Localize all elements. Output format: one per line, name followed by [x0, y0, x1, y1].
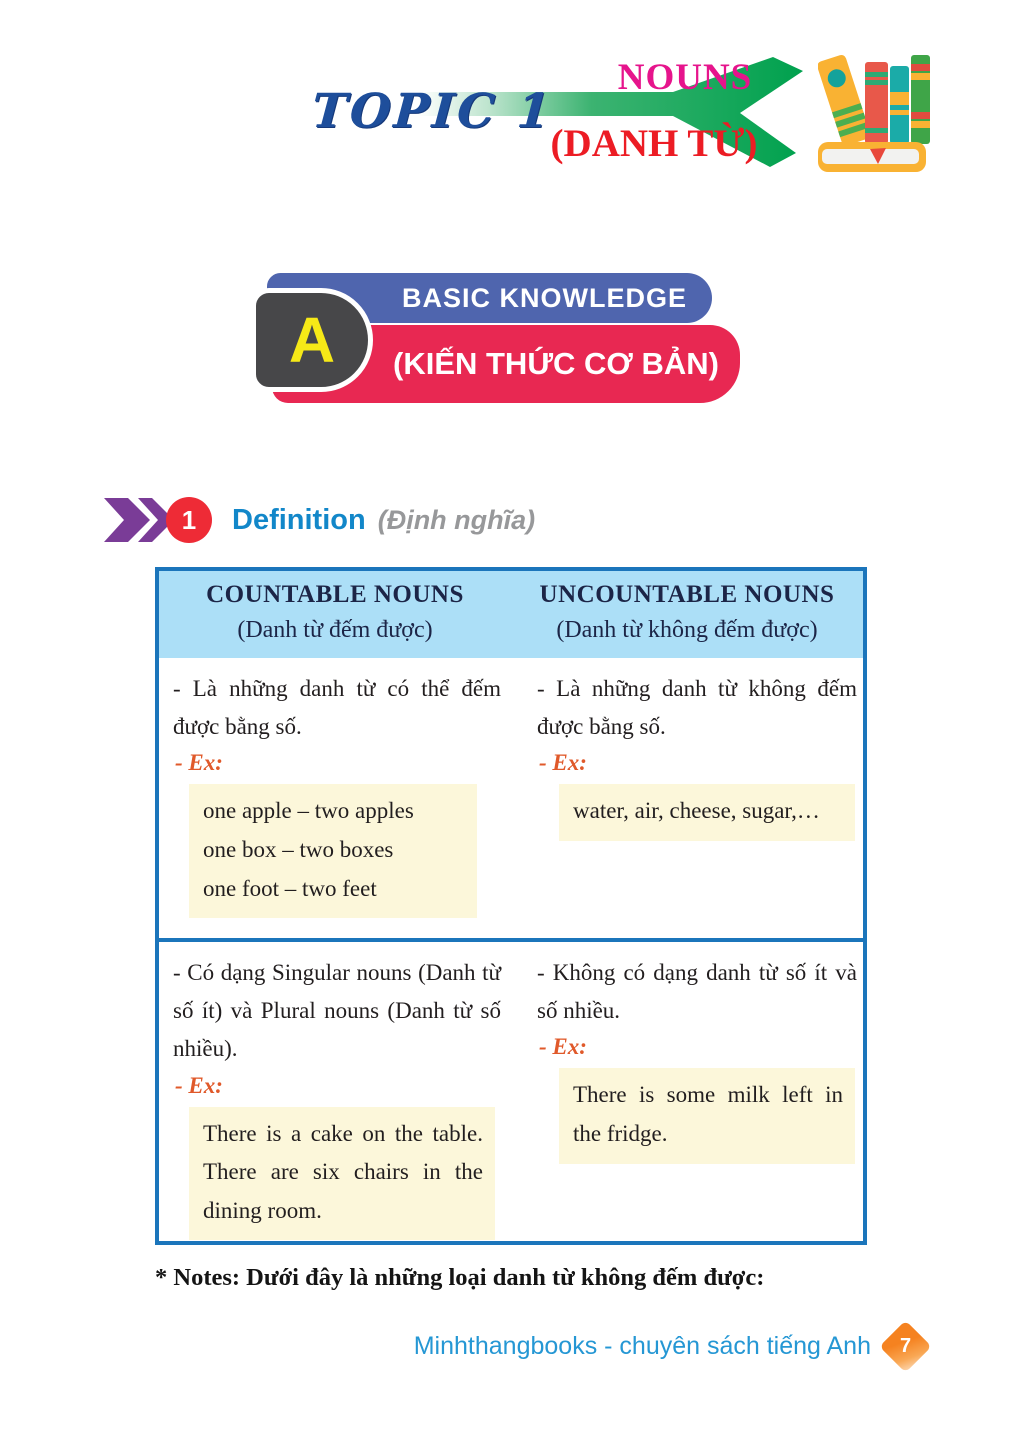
title-nouns: NOUNS — [617, 57, 753, 98]
cell-text: - Là những danh từ có thể đếm được bằng số. — [173, 676, 501, 740]
table-header-row — [159, 571, 863, 658]
cell-text: - Có dạng Singular nouns (Danh từ số ít) và Plural nouns (Danh từ số nhiều). — [173, 960, 501, 1062]
banner-kien-thuc-co-ban: (KIẾN THỨC CƠ BẢN) — [272, 325, 740, 403]
banner-basic-knowledge: BASIC KNOWLEDGE — [267, 273, 712, 323]
ex-label: - Ex: — [539, 750, 587, 776]
topic-label: TOPIC 1 — [310, 84, 555, 139]
header-countable-en: COUNTABLE NOUNS — [206, 581, 464, 608]
example-line: There is some milk left in the fridge. — [573, 1082, 843, 1146]
cell-text: - Là những danh từ không đếm được bằng số. — [537, 676, 857, 740]
cell-uncountable-forms — [511, 942, 863, 1241]
cell-countable-forms — [159, 942, 511, 1241]
ex-label: - Ex: — [175, 750, 223, 776]
example-line: one apple – two apples — [203, 798, 414, 824]
section-number-badge: 1 — [166, 497, 212, 543]
ex-label: - Ex: — [539, 1034, 587, 1060]
notes-line: * Notes: Dưới đây là những loại danh từ không đếm được: — [155, 1264, 765, 1291]
cell-uncountable-definition — [511, 658, 863, 938]
definition-table — [155, 567, 867, 1245]
cell-countable-definition — [159, 658, 511, 938]
books-icon — [818, 50, 930, 174]
example-box — [559, 784, 855, 841]
example-line: one box – two boxes — [203, 836, 394, 862]
header-uncountable — [511, 581, 863, 644]
cell-text: - Không có dạng danh từ số ít và số nhiều. — [537, 960, 857, 1024]
example-line: There is a cake on the table. There are six chairs in the dining room. — [203, 1120, 483, 1223]
example-line: water, air, cheese, sugar,… — [573, 798, 820, 824]
page-footer — [414, 1322, 924, 1370]
example-box — [559, 1068, 855, 1163]
chevron-right-icon — [104, 496, 174, 544]
table-row — [159, 658, 863, 938]
header-countable — [159, 581, 511, 644]
header-uncountable-vi: (Danh từ không đếm được) — [556, 617, 818, 643]
footer-brand: Minhthangbooks - chuyên sách tiếng Anh — [413, 1331, 871, 1360]
section-a-banner — [250, 268, 760, 418]
example-line: one foot – two feet — [203, 875, 377, 901]
header-countable-vi: (Danh từ đếm được) — [237, 617, 433, 643]
example-box — [189, 784, 477, 918]
page-number-badge — [879, 1320, 931, 1372]
table-row — [159, 938, 863, 1241]
ex-label: - Ex: — [175, 1072, 223, 1098]
page-number: 7 — [899, 1334, 912, 1357]
section-subtitle: (Định nghĩa) — [377, 504, 536, 535]
banner-letter-a: A — [251, 288, 373, 392]
title-danh-tu: (DANH TỪ) — [550, 122, 758, 165]
section-title: Definition — [232, 503, 366, 536]
header-uncountable-en: UNCOUNTABLE NOUNS — [539, 581, 835, 608]
definition-heading — [104, 494, 535, 546]
example-box — [189, 1107, 495, 1241]
